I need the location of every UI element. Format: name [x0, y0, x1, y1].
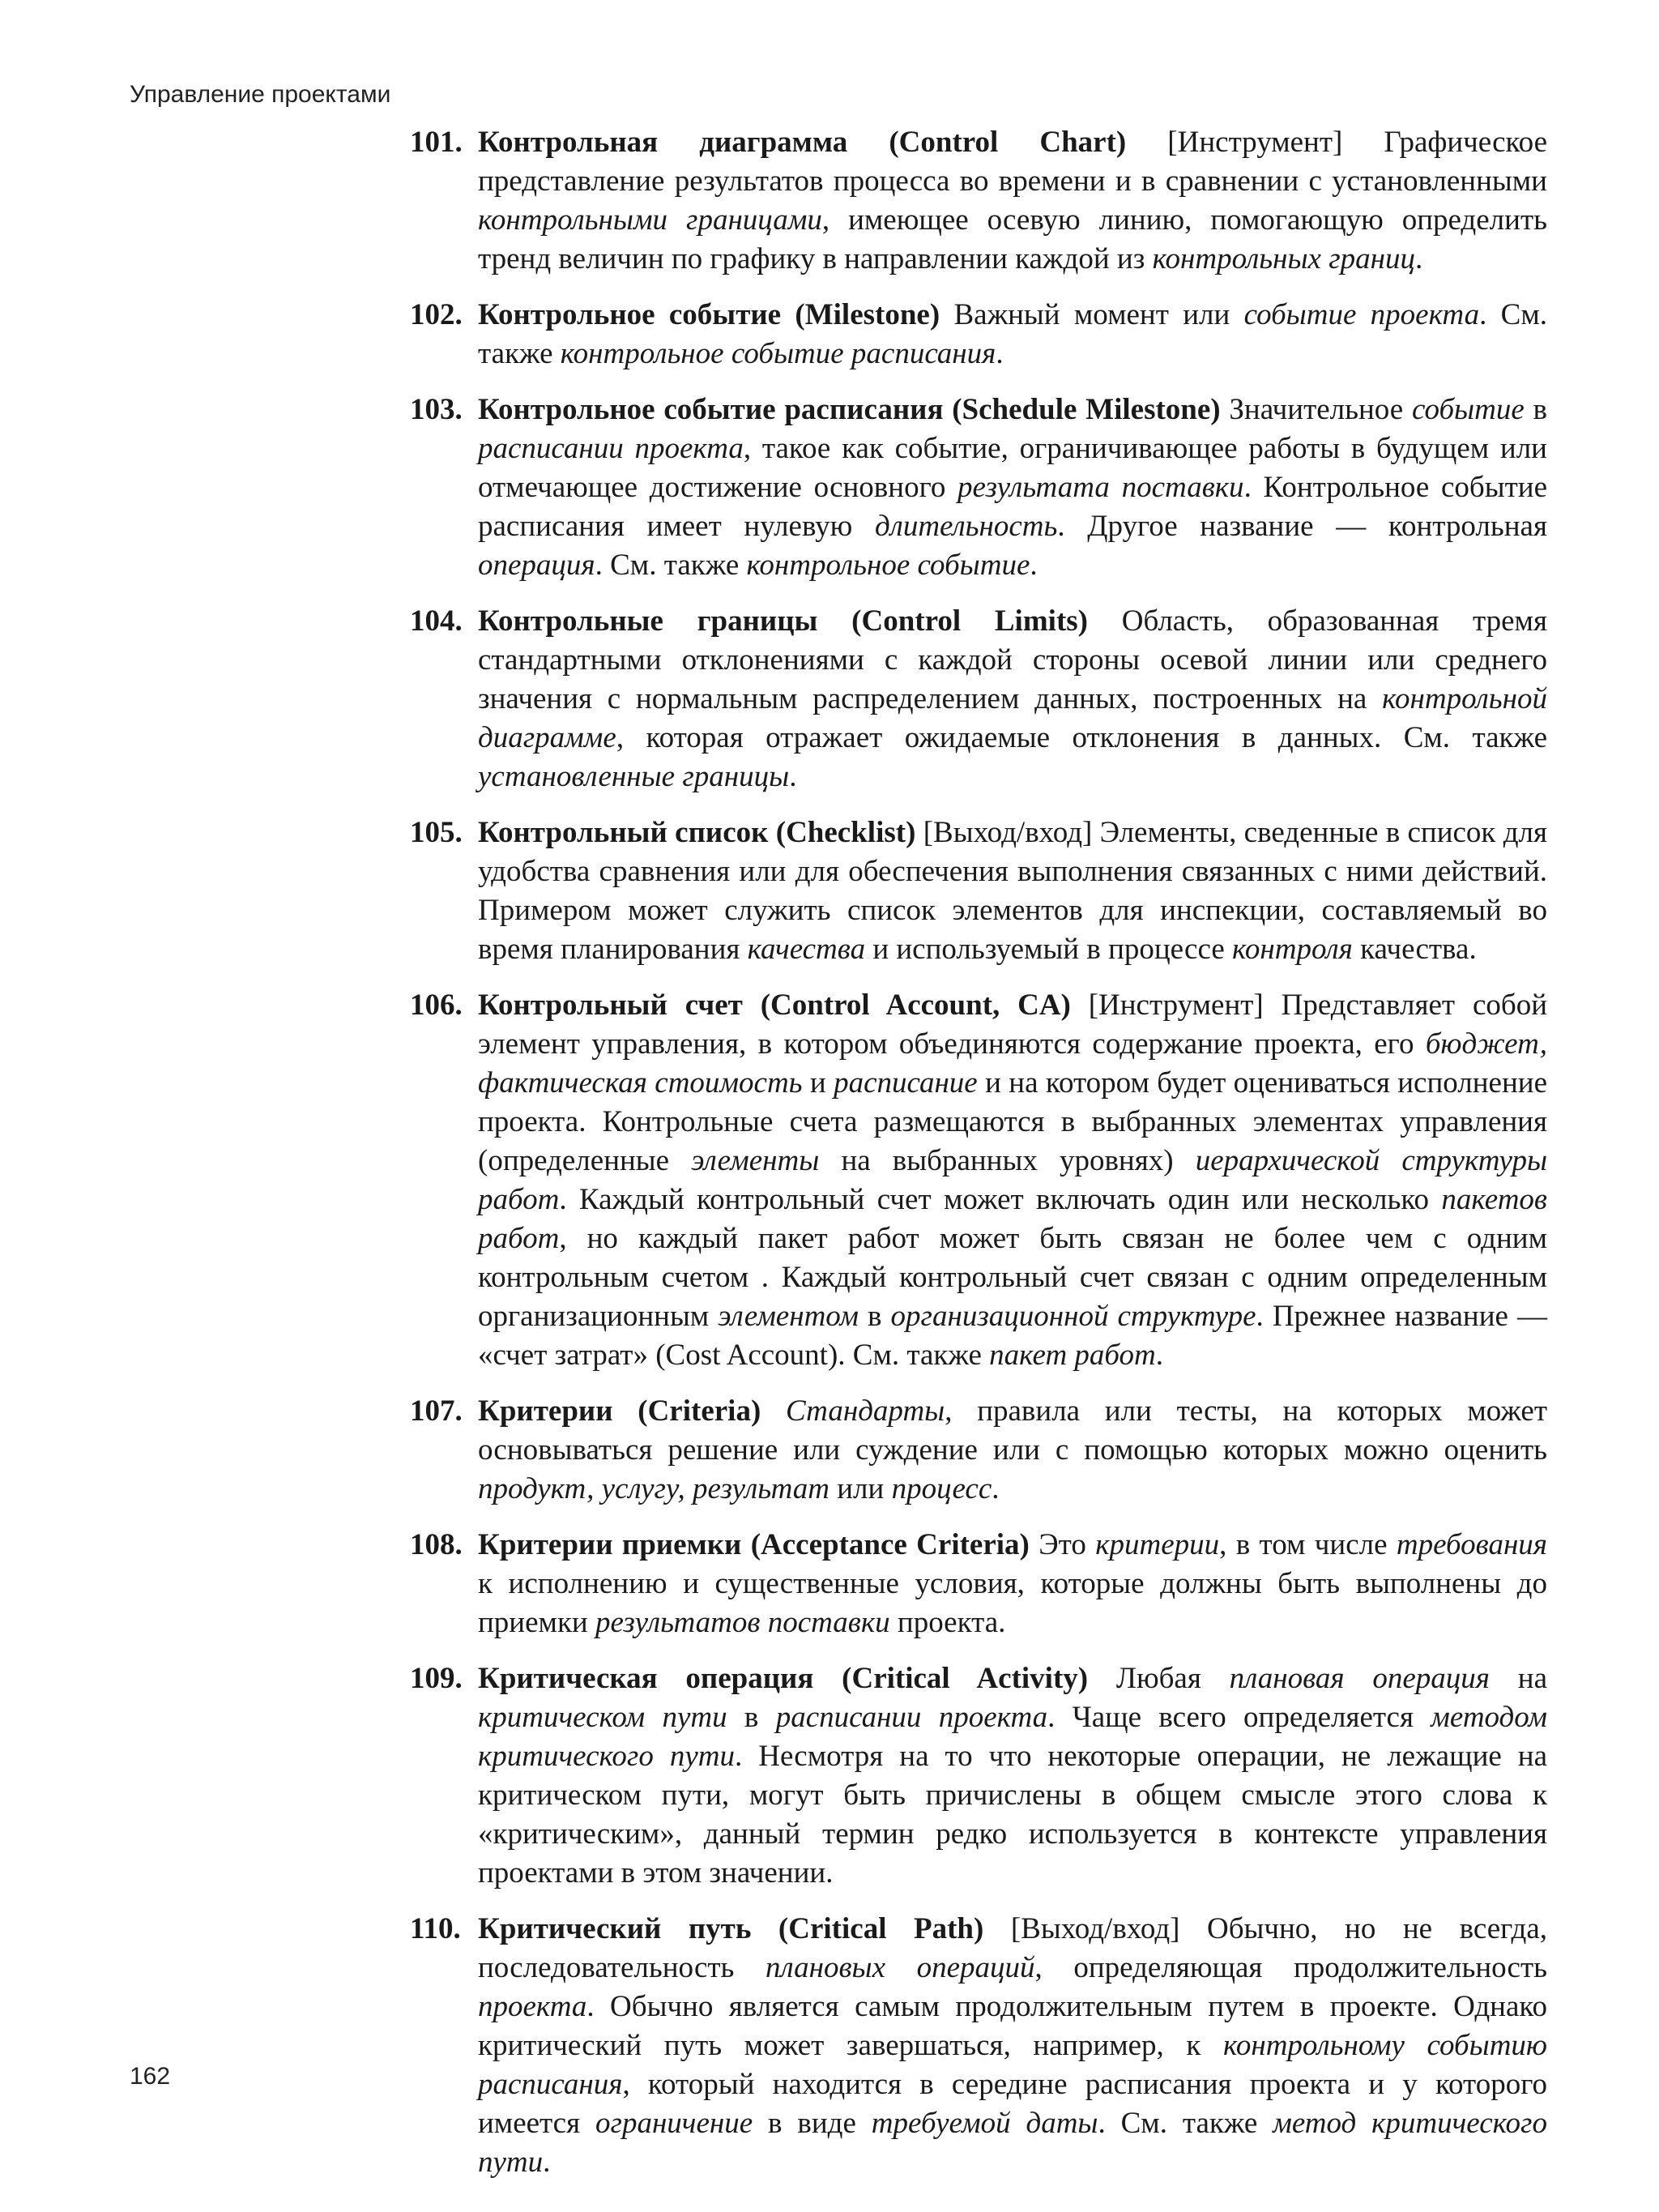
definition-text: . Чаще всего определяется — [1047, 1701, 1431, 1734]
entry-text — [478, 989, 1547, 1372]
definition-text: и на котором будет оцениваться исполнение проекта. Контрольные счета размещаются в выбранных элементах управления (определенные — [478, 1066, 1547, 1177]
definition-text: в — [727, 1701, 776, 1734]
glossary-entry — [410, 1526, 1547, 1642]
definition-text: в — [859, 1300, 891, 1333]
definition-text: . См. также — [1098, 2107, 1273, 2140]
cross-reference: пакет работ — [989, 1339, 1156, 1372]
glossary-entry — [410, 813, 1547, 969]
glossary-entry — [410, 1659, 1547, 1893]
entry-text — [478, 298, 1547, 370]
cross-reference: методом критического пути — [478, 1701, 1547, 1773]
cross-reference: результата поставки — [957, 471, 1244, 504]
definition-text: в — [1524, 393, 1547, 426]
cross-reference: событие проекта — [1243, 298, 1480, 331]
definition-text: Это — [1029, 1528, 1096, 1561]
entry-text — [478, 1912, 1547, 2179]
cross-reference: контрольными границами — [478, 203, 822, 237]
entry-text — [478, 1662, 1547, 1890]
definition-text: . — [992, 1472, 1000, 1505]
glossary-entry — [410, 986, 1548, 1375]
cross-reference: контрольному событию расписания — [478, 2029, 1547, 2101]
entry-text — [478, 1394, 1547, 1505]
definition-text: . Каждый контрольный счет может включать один или несколько — [559, 1183, 1442, 1216]
definition-text: , который находится в середине расписания проекта и у которого имеется — [478, 2068, 1547, 2140]
entry-term: Критическая операция (Critical Activity) — [478, 1662, 1089, 1695]
definition-text: , определяющая продолжительность — [1034, 1951, 1548, 1984]
entry-number: 101. — [410, 126, 463, 159]
glossary-entry — [410, 296, 1547, 374]
definition-text: . — [1155, 1339, 1164, 1372]
definition-text: , которая отражает ожидаемые отклонения в данных. См. также — [616, 721, 1547, 754]
entry-number: 103. — [410, 393, 463, 426]
entry-number: 107. — [410, 1394, 463, 1428]
definition-text: на выбранных уровнях) — [819, 1144, 1196, 1177]
cross-reference: проекта — [478, 1990, 587, 2023]
cross-reference: организационной структуре — [890, 1300, 1256, 1333]
cross-reference: процесс — [891, 1472, 992, 1505]
page-number: 162 — [130, 2063, 171, 2090]
entry-term: Критерии приемки (Acceptance Criteria) — [478, 1528, 1030, 1561]
definition-text: качества. — [1352, 933, 1477, 966]
entry-term: Контрольное событие (Milestone) — [478, 298, 940, 331]
cross-reference: установленные границы — [478, 760, 790, 793]
entry-number: 110. — [410, 1912, 461, 1945]
entry-text — [478, 604, 1547, 793]
entry-term: Критерии (Criteria) — [478, 1394, 761, 1428]
running-head: Управление проектами — [130, 81, 391, 108]
definition-text: , правила или тесты, на которых может основываться решение или суждение или с помощью которых можно оценить — [478, 1394, 1547, 1467]
definition-text: [Выход/вход] Элементы, сведенные в список для удобства сравнения или для обеспечения выполнения связанных с ними действий. Примером может служить список элементов для инспекции, составляемый во время планирования — [478, 816, 1547, 966]
entry-term: Контрольная диаграмма (Control Chart) — [478, 126, 1127, 159]
cross-reference: требования — [1396, 1528, 1547, 1561]
cross-reference: длительность — [874, 510, 1058, 543]
definition-text: к исполнению и существенные условия, которые должны быть выполнены до приемки — [478, 1567, 1547, 1639]
cross-reference: пакетов работ — [478, 1183, 1547, 1255]
entry-text — [478, 1528, 1547, 1639]
cross-reference: контрольной диаграмме — [478, 682, 1547, 754]
cross-reference: Стандарты — [785, 1394, 945, 1428]
definition-text: . Контрольное событие расписания имеет нулевую — [478, 471, 1547, 543]
cross-reference: расписании проекта — [478, 432, 744, 465]
definition-text: . Обычно является самым продолжительным путем в проекте. Однако критический путь может завершаться, например, к — [478, 1990, 1547, 2062]
definition-text: . — [1030, 549, 1038, 582]
cross-reference: расписании проекта — [775, 1701, 1048, 1734]
definition-text: . — [1415, 242, 1423, 275]
cross-reference: контрольное событие расписания — [560, 337, 996, 370]
cross-reference: бюджет, фактическая стоимость — [478, 1027, 1547, 1100]
entry-text — [478, 393, 1547, 582]
entry-term: Контрольное событие расписания (Schedule Milestone) — [478, 393, 1221, 426]
definition-text: , но каждый пакет работ может быть связан не более чем с одним контрольным счетом . Каждый контрольный счет связан с одним определенным организационным — [478, 1222, 1547, 1333]
definition-text: , имеющее осевую линию, помогающую определить тренд величин по графику в направлении каждой из — [478, 203, 1547, 275]
glossary-entry — [410, 1910, 1548, 2182]
definition-text — [761, 1394, 786, 1428]
cross-reference: контрольное событие — [746, 549, 1030, 582]
definition-text: Область, образованная тремя стандартными отклонениями с каждой стороны осевой линии или среднего значения с нормальным распределением данных, построенных на — [478, 604, 1547, 715]
entry-number: 106. — [410, 989, 463, 1022]
entry-text — [478, 816, 1547, 966]
definition-text: Значительное — [1220, 393, 1412, 426]
definition-text: . Другое название — контрольная — [1057, 510, 1547, 543]
cross-reference: элементом — [718, 1300, 859, 1333]
cross-reference: качества — [747, 933, 866, 966]
entry-number: 105. — [410, 816, 463, 849]
cross-reference: контрольных границ — [1152, 242, 1415, 275]
entry-text — [478, 126, 1547, 275]
definition-text: [Инструмент] Графическое представление результатов процесса во времени и в сравнении с установленными — [478, 126, 1547, 198]
cross-reference: результатов поставки — [595, 1606, 890, 1639]
definition-text: . См. также — [595, 549, 747, 582]
definition-text: , такое как событие, ограничивающее работы в будущем или отмечающее достижение основного — [478, 432, 1547, 504]
entry-number: 104. — [410, 604, 463, 638]
definition-text: . — [996, 337, 1004, 370]
cross-reference: элементы — [691, 1144, 820, 1177]
glossary-entries — [410, 123, 1548, 2199]
definition-text: . См. также — [478, 298, 1547, 370]
glossary-entry — [410, 1392, 1547, 1509]
definition-text: и используемый в процессе — [865, 933, 1232, 966]
cross-reference: плановая операция — [1229, 1662, 1490, 1695]
definition-text: , в том числе — [1219, 1528, 1397, 1561]
definition-text: [Инструмент] Представляет собой элемент управления, в котором объединяются содержание проекта, его — [478, 989, 1547, 1061]
glossary-entry — [410, 391, 1547, 585]
definition-text: и — [802, 1066, 834, 1100]
definition-text: Любая — [1088, 1662, 1230, 1695]
definition-text: проекта. — [889, 1606, 1006, 1639]
entry-number: 109. — [410, 1662, 463, 1695]
entry-term: Критический путь (Critical Path) — [478, 1912, 984, 1945]
glossary-entry — [410, 123, 1547, 279]
cross-reference: продукт, услугу, результат — [478, 1472, 830, 1505]
cross-reference: событие — [1411, 393, 1525, 426]
cross-reference: метод критического пути — [478, 2107, 1547, 2179]
entry-number: 108. — [410, 1528, 463, 1561]
definition-text: на — [1490, 1662, 1547, 1695]
cross-reference: расписание — [834, 1066, 978, 1100]
definition-text: . — [543, 2146, 551, 2179]
cross-reference: операция — [478, 549, 595, 582]
definition-text: [Выход/вход] Обычно, но не всегда, последовательность — [478, 1912, 1547, 1984]
entry-term: Контрольный список (Checklist) — [478, 816, 916, 849]
cross-reference: критерии — [1095, 1528, 1220, 1561]
definition-text: . Прежнее название — «счет затрат» (Cost Account). См. также — [478, 1300, 1547, 1372]
cross-reference: критическом пути — [478, 1701, 727, 1734]
definition-text: в виде — [753, 2107, 872, 2140]
definition-text: . Несмотря на то что некоторые операции, не лежащие на критическом пути, могут быть причислены в общем смысле этого слова к «критическим», данный термин редко используется в контексте управления проектами в этом значении. — [478, 1740, 1547, 1890]
cross-reference: ограничение — [595, 2107, 753, 2140]
cross-reference: требуемой даты — [871, 2107, 1098, 2140]
entry-number: 102. — [410, 298, 463, 331]
entry-term: Контрольный счет (Control Account, CA) — [478, 989, 1071, 1022]
entry-term: Контрольные границы (Control Limits) — [478, 604, 1088, 638]
cross-reference: плановых операций — [766, 1951, 1035, 1984]
glossary-entry — [410, 602, 1547, 796]
cross-reference: иерархической структуры работ — [478, 1144, 1548, 1216]
cross-reference: контроля — [1232, 933, 1353, 966]
definition-text: Важный момент или — [940, 298, 1244, 331]
definition-text: или — [829, 1472, 892, 1505]
definition-text: . — [789, 760, 797, 793]
